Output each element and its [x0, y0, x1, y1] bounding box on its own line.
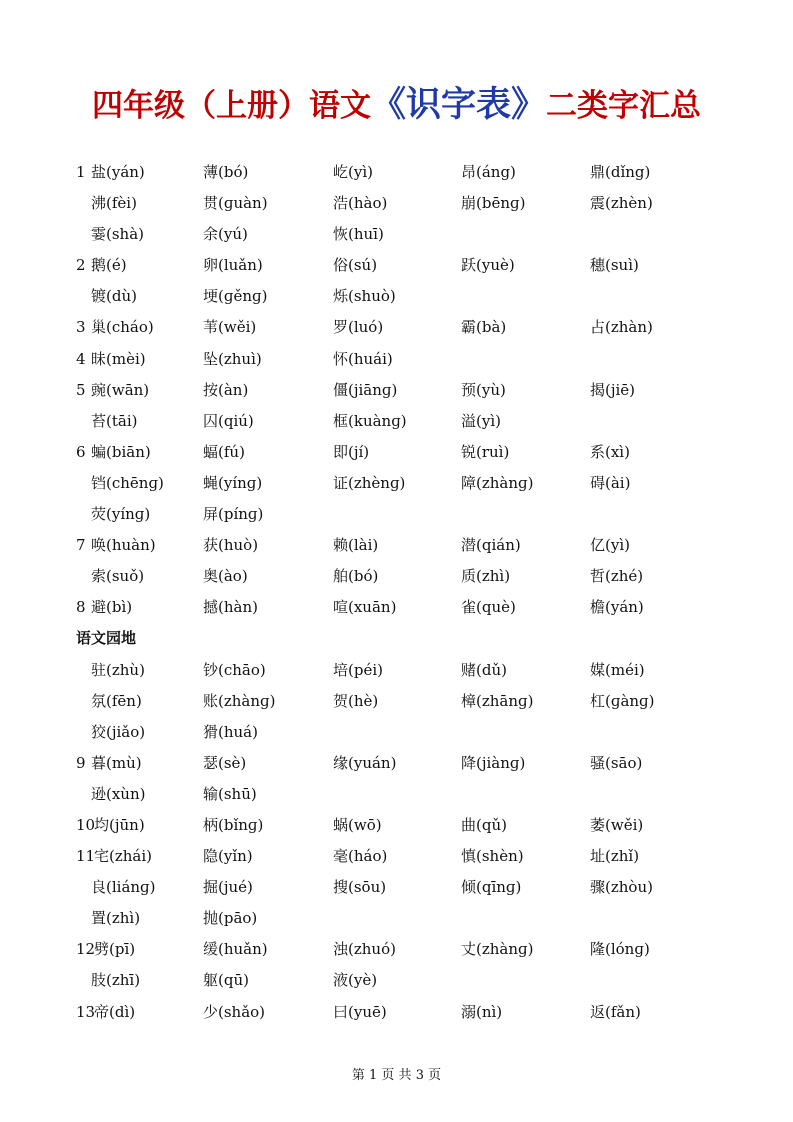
character-entry: 赖(lài): [333, 536, 379, 555]
title-prefix: 四年级（上册）语文: [91, 88, 371, 124]
character-entry: 溢(yì): [461, 411, 501, 430]
character-entry: 蝠(fú): [203, 442, 245, 461]
character-entry: 系(xì): [590, 442, 630, 461]
character-entry: 毫(háo): [333, 847, 388, 866]
character-entry: 恢(huī): [333, 225, 384, 244]
character-entry: 狡(jiǎo): [91, 722, 146, 741]
lesson-number: 5: [76, 380, 86, 399]
character-entry: 僵(jiānɡ): [333, 380, 398, 399]
character-entry: 锐(ruì): [461, 442, 510, 461]
character-entry: 获(huò): [203, 536, 259, 555]
character-row: [0, 686, 793, 717]
character-entry: 慎(shèn): [461, 847, 524, 866]
character-entry: 曰(yuē): [333, 1002, 387, 1021]
character-entry: 哲(zhé): [590, 567, 644, 586]
character-entry: 占(zhàn): [590, 318, 653, 337]
lesson-number: 8: [76, 598, 86, 617]
character-entry: 昧(mèi): [91, 349, 146, 368]
lesson-number: 6: [76, 442, 86, 461]
character-entry: 倾(qīnɡ): [461, 878, 522, 897]
character-list: [0, 157, 793, 1028]
character-entry: 液(yè): [333, 971, 378, 990]
character-row: [0, 655, 793, 686]
character-entry: 预(yù): [461, 380, 506, 399]
character-row: [0, 406, 793, 437]
character-entry: 樟(zhānɡ): [461, 691, 534, 710]
character-entry: 浩(hào): [333, 194, 388, 213]
character-entry: 驻(zhù): [91, 660, 145, 679]
character-entry: 隆(lónɡ): [590, 940, 650, 959]
character-entry: 崩(bēnɡ): [461, 194, 526, 213]
character-entry: 帝(dì): [94, 1002, 136, 1021]
character-entry: 良(liánɡ): [91, 878, 156, 897]
character-entry: 铛(chēnɡ): [91, 473, 164, 492]
character-entry: 霸(bà): [461, 318, 507, 337]
page-footer: 第 1 页 共 3 页: [351, 1068, 442, 1083]
lesson-number: 4: [76, 349, 86, 368]
character-row: [0, 344, 793, 375]
character-entry: 索(suǒ): [91, 567, 145, 586]
character-entry: 檐(yán): [590, 598, 644, 617]
character-entry: 揭(jiē): [590, 380, 636, 399]
character-entry: 钞(chāo): [203, 660, 266, 679]
character-entry: 苇(wěi): [203, 318, 257, 337]
character-row: [0, 250, 793, 281]
character-entry: 鼎(dǐng): [590, 163, 651, 181]
character-row: [0, 437, 793, 468]
character-row: [0, 810, 793, 841]
character-entry: 搜(sōu): [333, 878, 387, 897]
character-entry: 即(jí): [333, 442, 370, 461]
character-row: [0, 188, 793, 219]
section-heading: 语文园地: [76, 629, 137, 648]
character-entry: 框(kuànɡ): [333, 411, 407, 430]
character-entry: 瑟(sè): [203, 753, 247, 772]
character-entry: 烁(shuò): [333, 287, 396, 306]
character-entry: 均(jūn): [94, 815, 145, 834]
character-entry: 肢(zhī): [91, 971, 141, 990]
character-entry: 输(shū): [203, 784, 257, 803]
character-row: [0, 997, 793, 1028]
character-entry: 避(bì): [91, 598, 133, 617]
character-entry: 暮(mù): [91, 753, 142, 772]
lesson-number: 12: [76, 940, 96, 959]
character-row: [0, 561, 793, 592]
character-entry: 质(zhì): [461, 567, 511, 586]
character-row: [0, 157, 793, 188]
character-entry: 少(shǎo): [203, 1002, 266, 1021]
lesson-number: 9: [76, 753, 86, 772]
character-entry: 雀(què): [461, 598, 516, 617]
character-entry: 撼(hàn): [203, 598, 258, 617]
character-entry: 昂(áng): [461, 163, 516, 181]
character-entry: 按(àn): [203, 380, 249, 399]
character-entry: 丈(zhànɡ): [461, 940, 534, 959]
character-entry: 隐(yǐn): [203, 847, 253, 866]
character-entry: 账(zhànɡ): [203, 691, 276, 710]
character-entry: 震(zhèn): [590, 194, 653, 213]
character-entry: 躯(qū): [203, 971, 249, 990]
character-entry: 培(péi): [333, 660, 383, 679]
character-entry: 溺(nì): [461, 1002, 503, 1021]
character-entry: 卵(luǎn): [203, 256, 263, 275]
character-entry: 苔(tāi): [91, 411, 138, 430]
lesson-number: 13: [76, 1002, 96, 1021]
character-entry: 猾(huá): [203, 722, 258, 741]
character-entry: 穗(suì): [590, 256, 639, 275]
character-entry: 障(zhànɡ): [461, 473, 534, 492]
character-row: [0, 965, 793, 996]
character-row: [0, 219, 793, 250]
lesson-number: 2: [76, 256, 86, 275]
character-entry: 豌(wān): [91, 380, 150, 399]
character-entry: 沸(fèi): [91, 194, 137, 213]
character-entry: 置(zhì): [91, 909, 141, 928]
character-entry: 杠(ɡànɡ): [590, 691, 655, 710]
character-entry: 浊(zhuó): [333, 940, 396, 959]
character-entry: 址(zhǐ): [590, 847, 640, 866]
character-row: [0, 841, 793, 872]
character-entry: 证(zhènɡ): [333, 473, 406, 492]
character-entry: 缘(yuán): [333, 753, 397, 772]
character-row: [0, 872, 793, 903]
character-entry: 霎(shà): [91, 225, 145, 244]
lesson-number: 3: [76, 318, 86, 337]
character-entry: 荧(yínɡ): [91, 505, 151, 524]
character-entry: 骤(zhòu): [590, 878, 653, 897]
character-entry: 余(yú): [203, 225, 248, 244]
character-row: [0, 779, 793, 810]
lesson-number: 1: [76, 163, 86, 181]
character-entry: 贺(hè): [333, 691, 379, 710]
character-row: [0, 903, 793, 934]
title-suffix: 二类字汇总: [546, 88, 701, 124]
character-entry: 逊(xùn): [91, 784, 146, 803]
character-entry: 萎(wěi): [590, 815, 644, 834]
character-entry: 盐(yán): [91, 163, 145, 181]
character-row: [0, 312, 793, 343]
character-entry: 返(fǎn): [590, 1002, 641, 1021]
character-entry: 唤(huàn): [91, 536, 156, 555]
character-row: [0, 717, 793, 748]
character-row: [0, 499, 793, 530]
character-entry: 柄(bǐnɡ): [203, 815, 264, 834]
character-entry: 跃(yuè): [461, 256, 515, 275]
character-entry: 骚(sāo): [590, 753, 643, 772]
character-entry: 巢(cháo): [91, 318, 154, 337]
character-entry: 喧(xuān): [333, 598, 397, 617]
lesson-number: 10: [76, 815, 96, 834]
character-entry: 屹(yì): [333, 163, 373, 181]
character-entry: 罗(luó): [333, 318, 384, 337]
character-entry: 劈(pī): [94, 940, 136, 959]
character-entry: 曲(qǔ): [461, 815, 507, 834]
character-row: [0, 375, 793, 406]
character-entry: 抛(pāo): [203, 909, 258, 928]
character-entry: 薄(bó): [203, 163, 249, 181]
title-emphasis: 《识字表》: [370, 85, 546, 125]
character-entry: 贯(ɡuàn): [203, 194, 268, 213]
character-entry: 舶(bó): [333, 567, 379, 586]
character-entry: 埂(ɡěnɡ): [203, 287, 268, 306]
character-entry: 缓(huǎn): [203, 940, 268, 959]
character-entry: 囚(qiú): [203, 411, 254, 430]
character-entry: 怀(huái): [333, 349, 393, 368]
character-entry: 媒(méi): [590, 660, 645, 679]
character-entry: 掘(jué): [203, 878, 253, 897]
character-entry: 奥(ào): [203, 567, 248, 586]
character-entry: 氛(fēn): [91, 691, 142, 710]
character-entry: 蝇(yínɡ): [203, 473, 263, 492]
character-entry: 亿(yì): [590, 536, 630, 555]
character-row: [0, 934, 793, 965]
character-entry: 碍(ài): [590, 473, 631, 492]
character-entry: 鹅(é): [91, 256, 127, 275]
character-row: [0, 592, 793, 623]
lesson-number: 7: [76, 536, 86, 555]
character-entry: 坠(zhuì): [203, 349, 262, 368]
character-entry: 俗(sú): [333, 256, 378, 275]
character-entry: 蝙(biān): [91, 442, 151, 461]
character-row: [0, 530, 793, 561]
character-entry: 赌(dǔ): [461, 660, 507, 679]
character-entry: 屏(pínɡ): [203, 505, 264, 524]
character-entry: 镀(dù): [91, 287, 137, 306]
character-row: [0, 748, 793, 779]
character-entry: 蜗(wō): [333, 815, 382, 834]
character-entry: 宅(zhái): [94, 847, 153, 866]
character-entry: 降(jiànɡ): [461, 753, 526, 772]
lesson-number: 11: [76, 847, 96, 866]
section-row: [0, 623, 793, 654]
character-entry: 潜(qián): [461, 536, 521, 555]
page-title: [0, 80, 793, 130]
character-row: [0, 281, 793, 312]
character-row: [0, 468, 793, 499]
